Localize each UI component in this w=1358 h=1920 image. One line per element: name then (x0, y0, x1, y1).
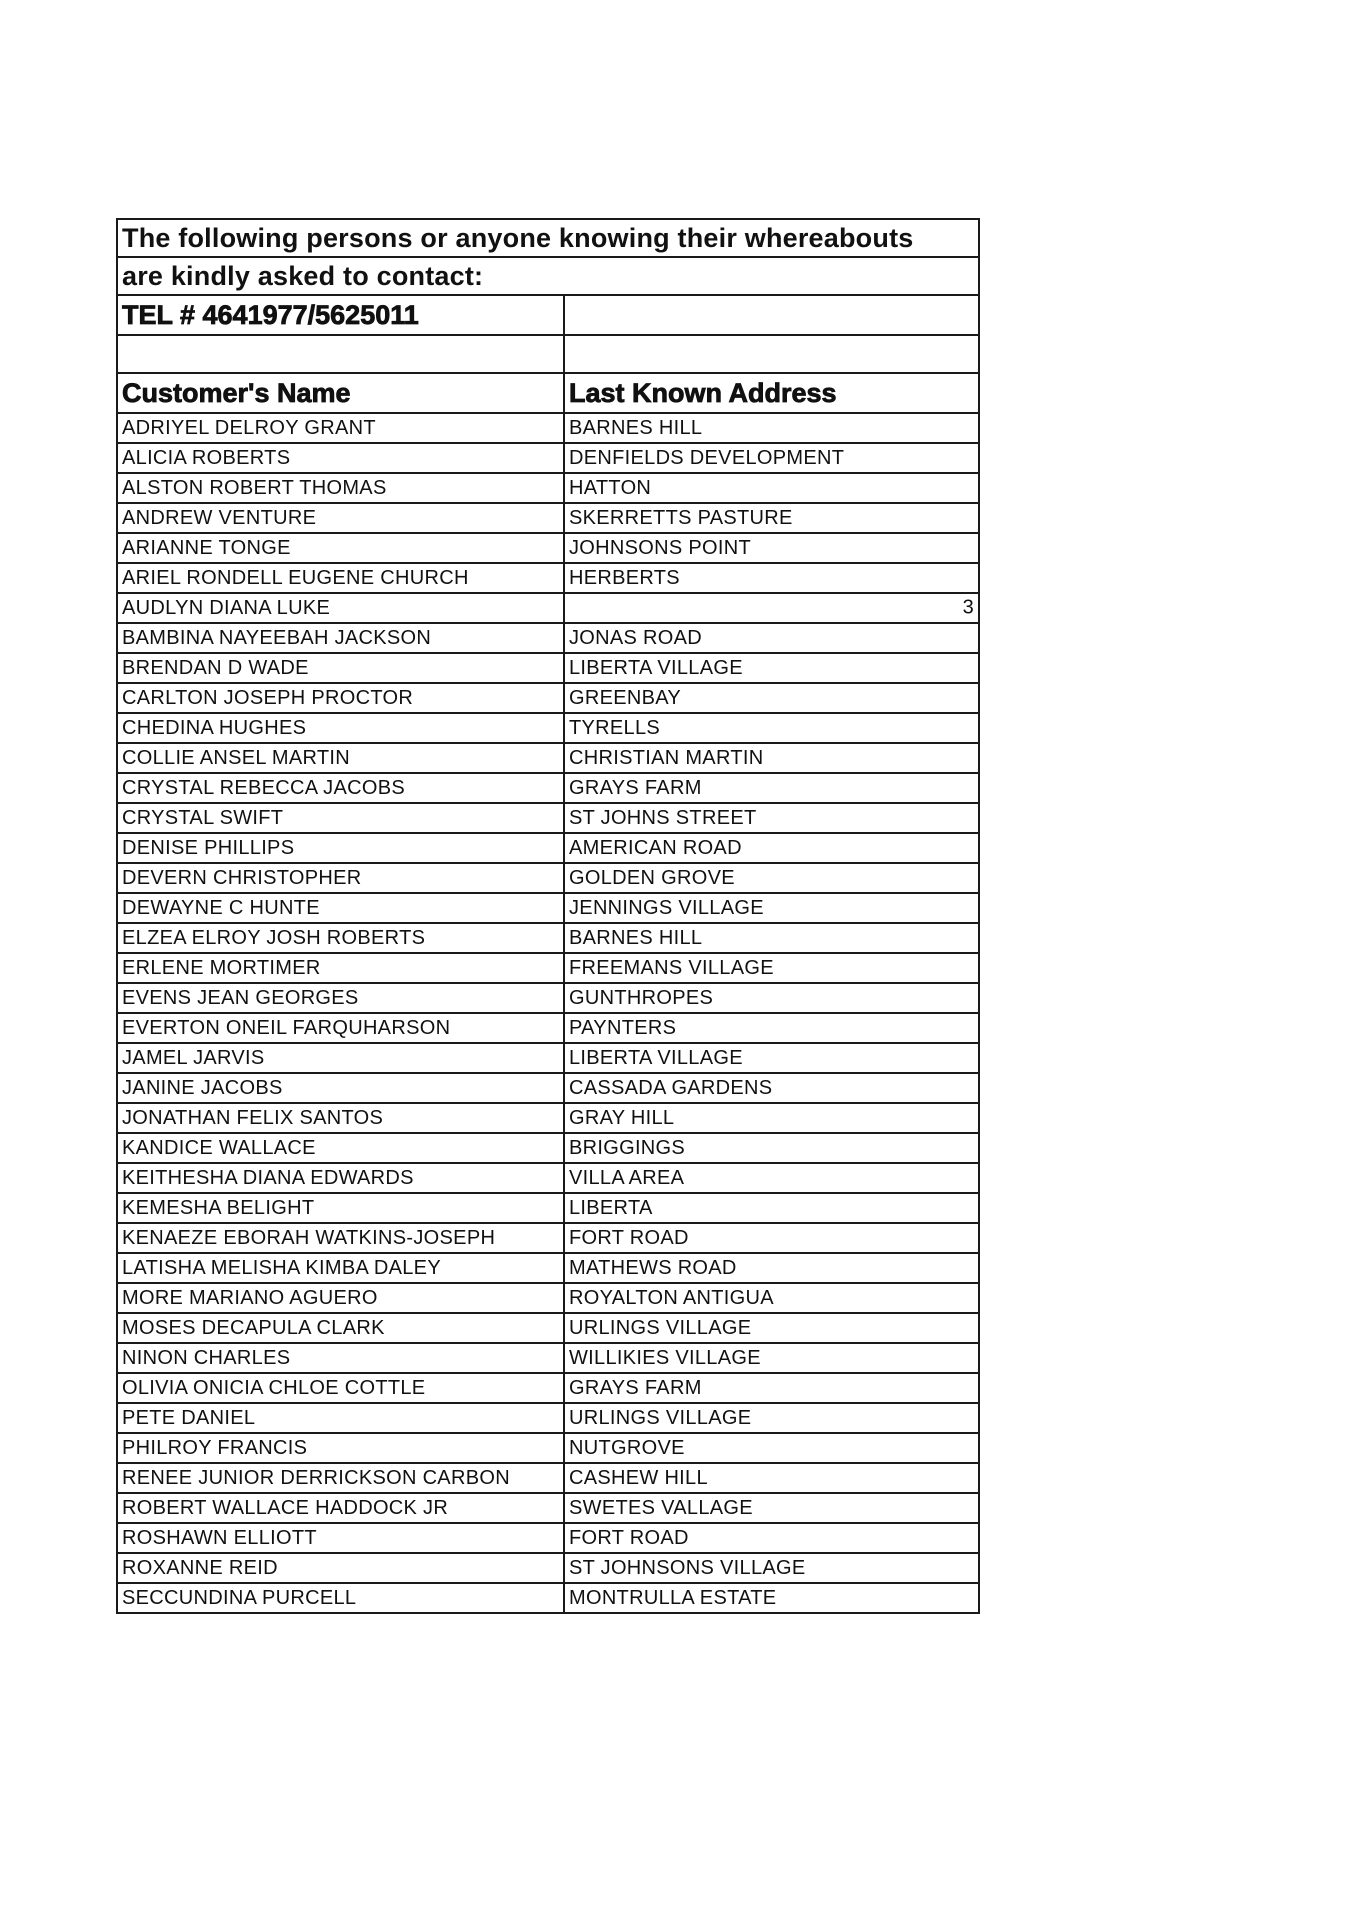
address-cell (564, 923, 979, 953)
table-row (117, 413, 979, 443)
tel-empty-cell (564, 295, 979, 335)
customer-name-cell: NINON CHARLES (117, 1343, 564, 1373)
table-row (117, 1103, 979, 1133)
customer-name-cell: JAMEL JARVIS (117, 1043, 564, 1073)
table-row (117, 1343, 979, 1373)
customer-name-cell: JONATHAN FELIX SANTOS (117, 1103, 564, 1133)
table-row (117, 1253, 979, 1283)
blank-cell (117, 335, 564, 373)
address-text: ST JOHNS STREET (569, 806, 757, 829)
customer-name-cell: COLLIE ANSEL MARTIN (117, 743, 564, 773)
address-cell (564, 533, 979, 563)
customer-name-cell: BRENDAN D WADE (117, 653, 564, 683)
address-text: GRAY HILL (569, 1106, 675, 1129)
address-cell (564, 713, 979, 743)
table-row (117, 743, 979, 773)
customer-name-cell: ADRIYEL DELROY GRANT (117, 413, 564, 443)
address-cell (564, 1253, 979, 1283)
customer-name-cell: RENEE JUNIOR DERRICKSON CARBON (117, 1463, 564, 1493)
address-text: GRAYS FARM (569, 776, 702, 799)
address-cell (564, 1433, 979, 1463)
address-cell (564, 1193, 979, 1223)
table-row (117, 1403, 979, 1433)
table-row (117, 653, 979, 683)
address-cell (564, 743, 979, 773)
table-row (117, 683, 979, 713)
address-cell (564, 623, 979, 653)
address-text: BARNES HILL (569, 926, 703, 949)
customer-name-cell: EVENS JEAN GEORGES (117, 983, 564, 1013)
blank-cell (564, 335, 979, 373)
address-cell (564, 1283, 979, 1313)
address-text: SKERRETTS PASTURE (569, 506, 793, 529)
address-text: LIBERTA VILLAGE (569, 1046, 743, 1069)
table-row (117, 1163, 979, 1193)
address-text: GREENBAY (569, 686, 682, 709)
table-row (117, 863, 979, 893)
table-row (117, 1583, 979, 1613)
table-row (117, 953, 979, 983)
address-cell (564, 1583, 979, 1613)
table-body (117, 219, 979, 1613)
address-text: JONAS ROAD (569, 626, 703, 649)
address-text: FREEMANS VILLAGE (569, 956, 774, 979)
address-cell (564, 683, 979, 713)
address-text: TYRELLS (569, 716, 661, 739)
customer-name-cell: KEITHESHA DIANA EDWARDS (117, 1163, 564, 1193)
table-row (117, 1553, 979, 1583)
customer-name-cell: ARIEL RONDELL EUGENE CHURCH (117, 563, 564, 593)
address-cell (564, 413, 979, 443)
customer-name-cell: KANDICE WALLACE (117, 1133, 564, 1163)
customer-name-cell: ANDREW VENTURE (117, 503, 564, 533)
address-text: BARNES HILL (569, 416, 703, 439)
customer-name-cell: JANINE JACOBS (117, 1073, 564, 1103)
address-cell (564, 1013, 979, 1043)
customer-name-cell: ALSTON ROBERT THOMAS (117, 473, 564, 503)
address-text: LIBERTA VILLAGE (569, 656, 743, 679)
address-cell (564, 473, 979, 503)
customer-name-cell: KENAEZE EBORAH WATKINS-JOSEPH (117, 1223, 564, 1253)
address-cell (564, 1553, 979, 1583)
address-cell (564, 863, 979, 893)
address-text: MATHEWS ROAD (569, 1256, 737, 1279)
column-header-row (117, 373, 979, 413)
address-text: CASHEW HILL (569, 1466, 708, 1489)
address-extra-value: 3 (962, 596, 975, 619)
blank-row (117, 335, 979, 373)
table-row (117, 623, 979, 653)
notice-row-2 (117, 257, 979, 295)
address-text: PAYNTERS (569, 1016, 677, 1039)
table-row (117, 473, 979, 503)
table-row (117, 1193, 979, 1223)
address-cell (564, 1103, 979, 1133)
address-text: URLINGS VILLAGE (569, 1406, 752, 1429)
table-row (117, 1463, 979, 1493)
customer-name-cell: CARLTON JOSEPH PROCTOR (117, 683, 564, 713)
address-text: MONTRULLA ESTATE (569, 1586, 777, 1609)
table-row (117, 1223, 979, 1253)
customer-name-cell: PHILROY FRANCIS (117, 1433, 564, 1463)
address-cell (564, 983, 979, 1013)
customer-name-cell: AUDLYN DIANA LUKE (117, 593, 564, 623)
address-text: URLINGS VILLAGE (569, 1316, 752, 1339)
customer-name-cell: CRYSTAL REBECCA JACOBS (117, 773, 564, 803)
notice-line-1: The following persons or anyone knowing their whereabouts (117, 219, 979, 257)
address-text: DENFIELDS DEVELOPMENT (569, 446, 845, 469)
table-row (117, 1013, 979, 1043)
customer-name-cell: ROXANNE REID (117, 1553, 564, 1583)
customer-name-cell: ROBERT WALLACE HADDOCK JR (117, 1493, 564, 1523)
last-known-address-header: Last Known Address (564, 373, 979, 413)
table-row (117, 893, 979, 923)
address-cell (564, 1523, 979, 1553)
table-row (117, 443, 979, 473)
table-row (117, 773, 979, 803)
address-cell (564, 503, 979, 533)
address-text: JENNINGS VILLAGE (569, 896, 764, 919)
address-cell (564, 443, 979, 473)
address-cell (564, 1313, 979, 1343)
address-cell (564, 1163, 979, 1193)
customer-name-cell: ARIANNE TONGE (117, 533, 564, 563)
address-text: SWETES VALLAGE (569, 1496, 753, 1519)
address-cell (564, 1373, 979, 1403)
customer-name-cell: OLIVIA ONICIA CHLOE COTTLE (117, 1373, 564, 1403)
address-cell (564, 803, 979, 833)
address-cell (564, 1493, 979, 1523)
customer-name-cell: ROSHAWN ELLIOTT (117, 1523, 564, 1553)
address-cell (564, 773, 979, 803)
address-cell (564, 1403, 979, 1433)
customer-name-cell: MORE MARIANO AGUERO (117, 1283, 564, 1313)
address-cell (564, 1043, 979, 1073)
customer-name-cell: MOSES DECAPULA CLARK (117, 1313, 564, 1343)
table-row (117, 1373, 979, 1403)
address-text: NUTGROVE (569, 1436, 685, 1459)
address-cell (564, 893, 979, 923)
address-cell (564, 1463, 979, 1493)
customer-name-cell: PETE DANIEL (117, 1403, 564, 1433)
customer-name-cell: DEVERN CHRISTOPHER (117, 863, 564, 893)
address-text: GRAYS FARM (569, 1376, 702, 1399)
notice-row-1 (117, 219, 979, 257)
address-text: JOHNSONS POINT (569, 536, 751, 559)
table-row (117, 1043, 979, 1073)
address-text: BRIGGINGS (569, 1136, 686, 1159)
customer-name-cell: DEWAYNE C HUNTE (117, 893, 564, 923)
table-row (117, 1523, 979, 1553)
address-text: HATTON (569, 476, 652, 499)
address-cell (564, 1343, 979, 1373)
table-row (117, 533, 979, 563)
table-row (117, 563, 979, 593)
table-row (117, 833, 979, 863)
customer-name-cell: EVERTON ONEIL FARQUHARSON (117, 1013, 564, 1043)
table-row (117, 1493, 979, 1523)
notice-line-2: are kindly asked to contact: (117, 257, 979, 295)
whereabouts-table (116, 218, 980, 1614)
address-cell (564, 593, 979, 623)
address-text: VILLA AREA (569, 1166, 685, 1189)
address-cell (564, 563, 979, 593)
address-cell (564, 1133, 979, 1163)
table-row (117, 1433, 979, 1463)
address-text: WILLIKIES VILLAGE (569, 1346, 761, 1369)
address-cell (564, 953, 979, 983)
table-row (117, 503, 979, 533)
customer-name-cell: LATISHA MELISHA KIMBA DALEY (117, 1253, 564, 1283)
table-row (117, 983, 979, 1013)
customer-name-cell: KEMESHA BELIGHT (117, 1193, 564, 1223)
address-cell (564, 833, 979, 863)
table-row (117, 1073, 979, 1103)
address-cell (564, 1223, 979, 1253)
customer-name-cell: CHEDINA HUGHES (117, 713, 564, 743)
address-text: CASSADA GARDENS (569, 1076, 773, 1099)
address-cell (564, 653, 979, 683)
address-text: GUNTHROPES (569, 986, 714, 1009)
address-text: GOLDEN GROVE (569, 866, 735, 889)
table-row (117, 1313, 979, 1343)
table-row (117, 923, 979, 953)
tel-number: TEL # 4641977/5625011 (117, 295, 564, 335)
customer-name-cell: BAMBINA NAYEEBAH JACKSON (117, 623, 564, 653)
tel-row (117, 295, 979, 335)
address-text: ROYALTON ANTIGUA (569, 1286, 774, 1309)
address-text: HERBERTS (569, 566, 680, 589)
address-text: CHRISTIAN MARTIN (569, 746, 764, 769)
address-text: FORT ROAD (569, 1226, 689, 1249)
customer-name-cell: DENISE PHILLIPS (117, 833, 564, 863)
customer-name-cell: ELZEA ELROY JOSH ROBERTS (117, 923, 564, 953)
customer-name-cell: ALICIA ROBERTS (117, 443, 564, 473)
address-cell (564, 1073, 979, 1103)
customer-name-header: Customer's Name (117, 373, 564, 413)
customer-name-cell: SECCUNDINA PURCELL (117, 1583, 564, 1613)
table-row (117, 713, 979, 743)
table-row (117, 803, 979, 833)
address-text: LIBERTA (569, 1196, 653, 1219)
address-text: ST JOHNSONS VILLAGE (569, 1556, 806, 1579)
customer-name-cell: ERLENE MORTIMER (117, 953, 564, 983)
table-row (117, 1133, 979, 1163)
address-text: FORT ROAD (569, 1526, 689, 1549)
customer-name-cell: CRYSTAL SWIFT (117, 803, 564, 833)
table-row (117, 593, 979, 623)
table-row (117, 1283, 979, 1313)
address-text: AMERICAN ROAD (569, 836, 742, 859)
